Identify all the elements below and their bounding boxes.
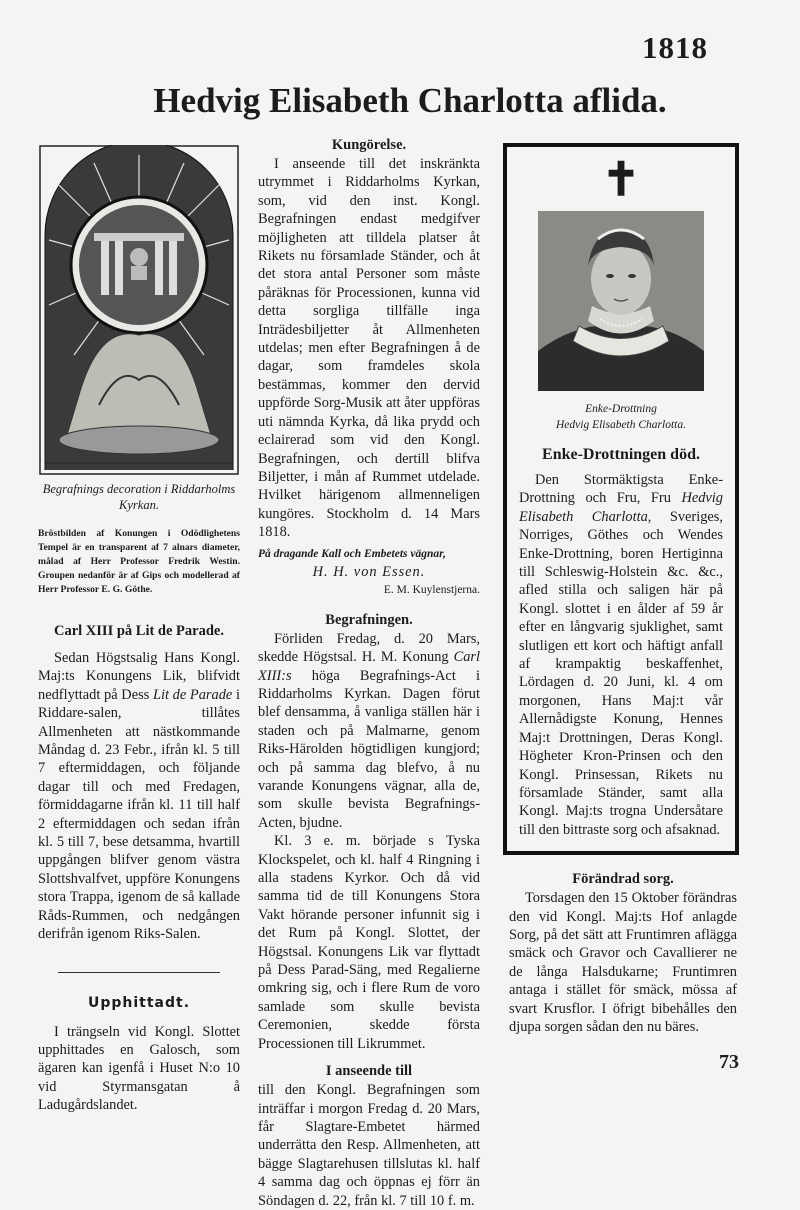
article-body-kungorelse: I anseende till det inskränkta utrymmet i Riddarholms Kyrkan, som, vid den inst. Kongl. Begrafningen endast medgifver möjligheten att tilldela platser åt Rikets nu församlade Ständer, och åt det stora antal Personer som måste påräknas för Processionen, kunna vid detta sorgliga tillfälle inga Inträdesbiljetter åt Allmenheten utdelas; men efter Begrafningen å de dagar, som framdeles skola bestämmas, kommer den dervid uppförde Sorg-Musik att åter uppföras uti nämnda Kyrka, då lika prydd och eclairerad som vid den Kongl. Begrafningen, och dertill blifva Biljetter, i mån af Rummet utdelade. Hvilket härigenom allmenneligen kungöres. Stockholm d. 14 Mars 1818. xyxy=(258,156,480,541)
signature-line: På dragande Kall och Embetets vägnar, xyxy=(258,547,446,560)
article-heading-lit-de-parade: Carl XIII på Lit de Parade. xyxy=(54,623,224,639)
article-body-begrafningen-p1: Förliden Fredag, d. 20 Mars, skedde Högstsal. H. M. Konung Carl XIII:s höga Begrafnings-Act i Riddarholms Kyrkan. Dagen förut blef densamma, å vanliga ställen här i staden och på Malmarne, genom Riks-Härolden högtidligen kungjord; och på samma dag blefvo, å nu varande Konungens vägnar, alla de, som skulle bevista Begrafnings-Acten, bjudne. xyxy=(258,630,480,831)
obituary-box xyxy=(503,143,739,855)
portrait-caption-title: Enke-Drottning xyxy=(585,403,657,415)
engraving-caption: Begrafnings decoration i Riddarholms Kyrkan. xyxy=(42,482,236,512)
page-number: 73 xyxy=(719,1051,739,1074)
article-heading-anseende: I anseende till xyxy=(325,1063,413,1080)
page-title: Hedvig Elisabeth Charlotta aflida. xyxy=(153,81,667,120)
divider xyxy=(58,972,220,973)
middle-column xyxy=(258,135,480,1210)
queen-portrait xyxy=(538,211,704,391)
article-body-begrafningen-p2: Kl. 3 e. m. började s Tyska Klockspelet, och kl. half 4 Ringning i alla stadens Kyrkor. Och då vid samma tid de till Konungens Stora Vakt hörande personer infunnit sig i det Rum på Kongl. Slottet, der Högstsal. Konungens Lik var flyttadt på Dess Parad-Säng, med Regalierne omkring sig, och i flere Rum de voro samlade som skulle bevista Ceremonien, skedde första Processionen till Likrummet. xyxy=(258,833,480,1052)
article-heading-upphittadt: Upphittadt. xyxy=(87,994,191,1011)
portrait-caption-name: Hedvig Elisabeth Charlotta. xyxy=(555,419,686,431)
left-column xyxy=(38,145,240,1115)
engraving-note: Bröstbilden af Konungen i Odödlighetens Tempel är en transparent af 7 alnars diameter, målad af Herr Professor Fredrik Westin. Groupen nedanför är af Gips och modellerad af Herr Professor E. G. Göthe. xyxy=(38,528,240,595)
article-forandrad-sorg xyxy=(509,869,737,1036)
article-body-forandrad-sorg: Torsdagen den 15 Oktober förändras den vid Kongl. Maj:ts Hof anlagde Sorg, på det sätt att Fruntimren aflägga smäck och Gravor och Cavallierer ne de långa Halsdukarne; Fruntimren antaga i stället för smäck, mössa af svart Krusflor. I öfrigt bibehålles den djupa sorgen sådan den nu bäres. xyxy=(509,890,737,1035)
right-column xyxy=(503,143,739,1074)
article-heading-forandrad-sorg: Förändrad sorg. xyxy=(572,871,674,888)
article-body-obituary: Den Stormäktigsta Enke-Drottning och Fru, Fru Hedvig Elisabeth Charlotta, Sveriges, Norriges, Göthes och Wendes Enke-Drottning, boren Hertiginna till Schleswig-Holstein &c. &c., afled stilla och saligen här på Kongl. slottet i en ålder af 59 år efter en långvarig sjuklighet, samt slutligen ett kort och häftigt anfall af krampaktig beskaffenhet, Lördagen d. 20 Juni, kl. 4 om morgonen, Hans Maj:t vår Allernådigste Konung, Hennes Maj:t Drottningen, Deras Kongl. Högheter Kron-Prinsen och den Kongl. Prinsessan, Rikets nu församlade Ständer, samt alla Kongl. Maj:ts trogna Undersåtare till den bittraste sorg och afsaknad. xyxy=(519,472,724,838)
article-heading-begrafningen: Begrafningen. xyxy=(325,611,413,628)
year-heading: 1818 xyxy=(642,30,708,65)
cross-icon: ✝ xyxy=(601,154,641,205)
signer-von-essen: H. H. von Essen. xyxy=(312,563,426,580)
article-body-lit-de-parade: Sedan Högstsalig Hans Kongl. Maj:ts Konungens Lik, blifvidt nedflyttadt på Dess Lit de Parade i Riddare-salen, tillåtes Allmenheten att nästkommande Måndag d. 23 Febr., ifrån kl. 5 till 7 eftermiddagen, och följande dagar till och med Fredagen, förmiddagarne ifrån kl. 11 till half 2 eftermiddagen och sedan ifrån kl. 5 till 7, bese detsamma, hvartill uppgången blifver genom västra Slottshvalfvet, uppföre Konungens stora Trappa, igenom de så kallade Råds-Rummen, och nedgången derifrån igenom Riks-Salen. xyxy=(38,650,240,943)
article-body-anseende: till den Kongl. Begrafningen som inträffar i morgon Fredag d. 20 Mars, får Slagtare-Embetet härmed underrätta den Resp. Allmenheten, att bägge Slagtarehusen tillslutas kl. half 4 samma dag och öppnas ej förr än Söndagen d. 22, från kl. 7 till 10 f. m. xyxy=(258,1082,480,1209)
article-body-upphittadt: I trängseln vid Kongl. Slottet upphittades en Galosch, som ägaren kan igenfå i Huset N:o 10 vid Styrmansgatan å Ladugårdslandet. xyxy=(38,1023,240,1114)
funeral-decoration-engraving xyxy=(39,145,239,475)
signer-kuylenstjerna: E. M. Kuylenstjerna. xyxy=(383,584,480,597)
article-heading-obituary: Enke-Drottningen död. xyxy=(542,446,700,463)
article-heading-kungorelse: Kungörelse. xyxy=(331,137,407,153)
